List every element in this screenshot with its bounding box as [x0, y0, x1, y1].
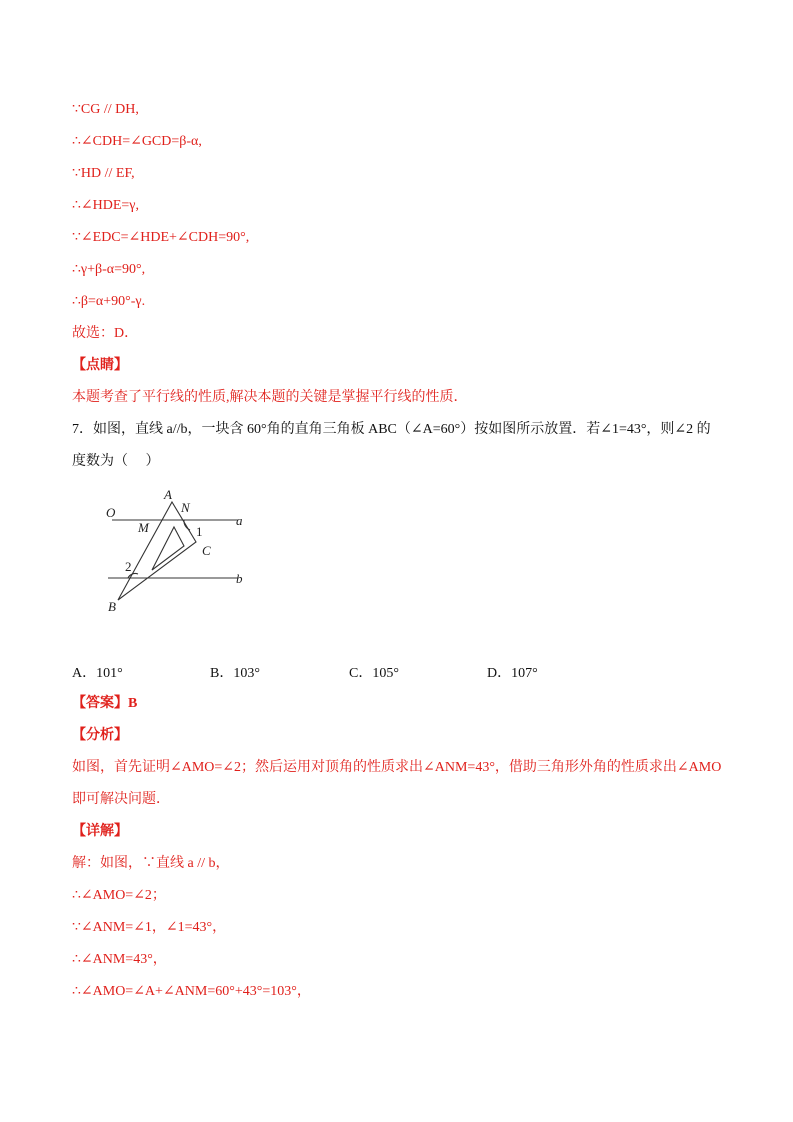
detail-line-1: 解：如图，∵直线 a // b， [72, 856, 230, 871]
solution-line-4: ∴∠HDE=γ, [72, 198, 139, 213]
triangle-outer [118, 502, 196, 600]
angle-1-arc [184, 520, 190, 530]
detail-line-5: ∴∠AMO=∠A+∠ANM=60°+43°=103°， [72, 984, 311, 999]
geometry-figure [100, 482, 260, 622]
triangle-inner [152, 527, 184, 570]
comment-text: 本题考查了平行线的性质,解决本题的关键是掌握平行线的性质． [72, 390, 468, 405]
solution-line-5: ∵∠EDC=∠HDE+∠CDH=90°, [72, 230, 250, 245]
analysis-text-line-1: 如图，首先证明∠AMO=∠2；然后运用对顶角的性质求出∠ANM=43°，借助三角形外角的性质求出∠AMO [72, 760, 722, 775]
detail-line-3: ∵∠ANM=∠1，∠1=43°， [72, 920, 227, 935]
solution-line-1: ∵CG // DH, [72, 102, 139, 117]
question-text-line-2: 度数为（ ） [72, 454, 160, 469]
label-angle-2: 2 [125, 559, 132, 574]
detail-line-2: ∴∠AMO=∠2； [72, 888, 166, 903]
option-d: D．107° [487, 666, 538, 681]
solution-choice: 故选：D． [72, 326, 139, 341]
option-b: B．103° [210, 666, 260, 681]
question-text-line-1: 7．如图，直线 a//b，一块含 60°角的直角三角板 ABC（∠A=60°）按如图所示放置．若∠1=43°，则∠2 的 [72, 422, 711, 437]
label-angle-1: 1 [196, 524, 203, 539]
label-B: B [108, 599, 116, 614]
label-A: A [164, 487, 172, 502]
solution-line-6: ∴γ+β-α=90°, [72, 262, 146, 277]
analysis-text-line-2: 即可解决问题． [72, 792, 170, 807]
solution-line-7: ∴β=α+90°-γ. [72, 294, 146, 309]
option-c: C．105° [349, 666, 399, 681]
angle-2-arc [128, 573, 138, 578]
label-b: b [236, 571, 243, 586]
label-O: O [106, 505, 116, 520]
comment-heading: 【点睛】 [72, 358, 128, 373]
analysis-heading: 【分析】 [72, 728, 128, 743]
detail-heading: 【详解】 [72, 824, 128, 839]
label-N: N [181, 500, 190, 515]
solution-line-2: ∴∠CDH=∠GCD=β-α, [72, 134, 202, 149]
label-a: a [236, 513, 243, 528]
detail-line-4: ∴∠ANM=43°， [72, 952, 167, 967]
answer-line: 【答案】B [72, 696, 138, 711]
solution-line-3: ∵HD // EF, [72, 166, 135, 181]
label-C: C [202, 543, 211, 558]
option-a: A．101° [72, 666, 123, 681]
label-M: M [138, 520, 149, 535]
